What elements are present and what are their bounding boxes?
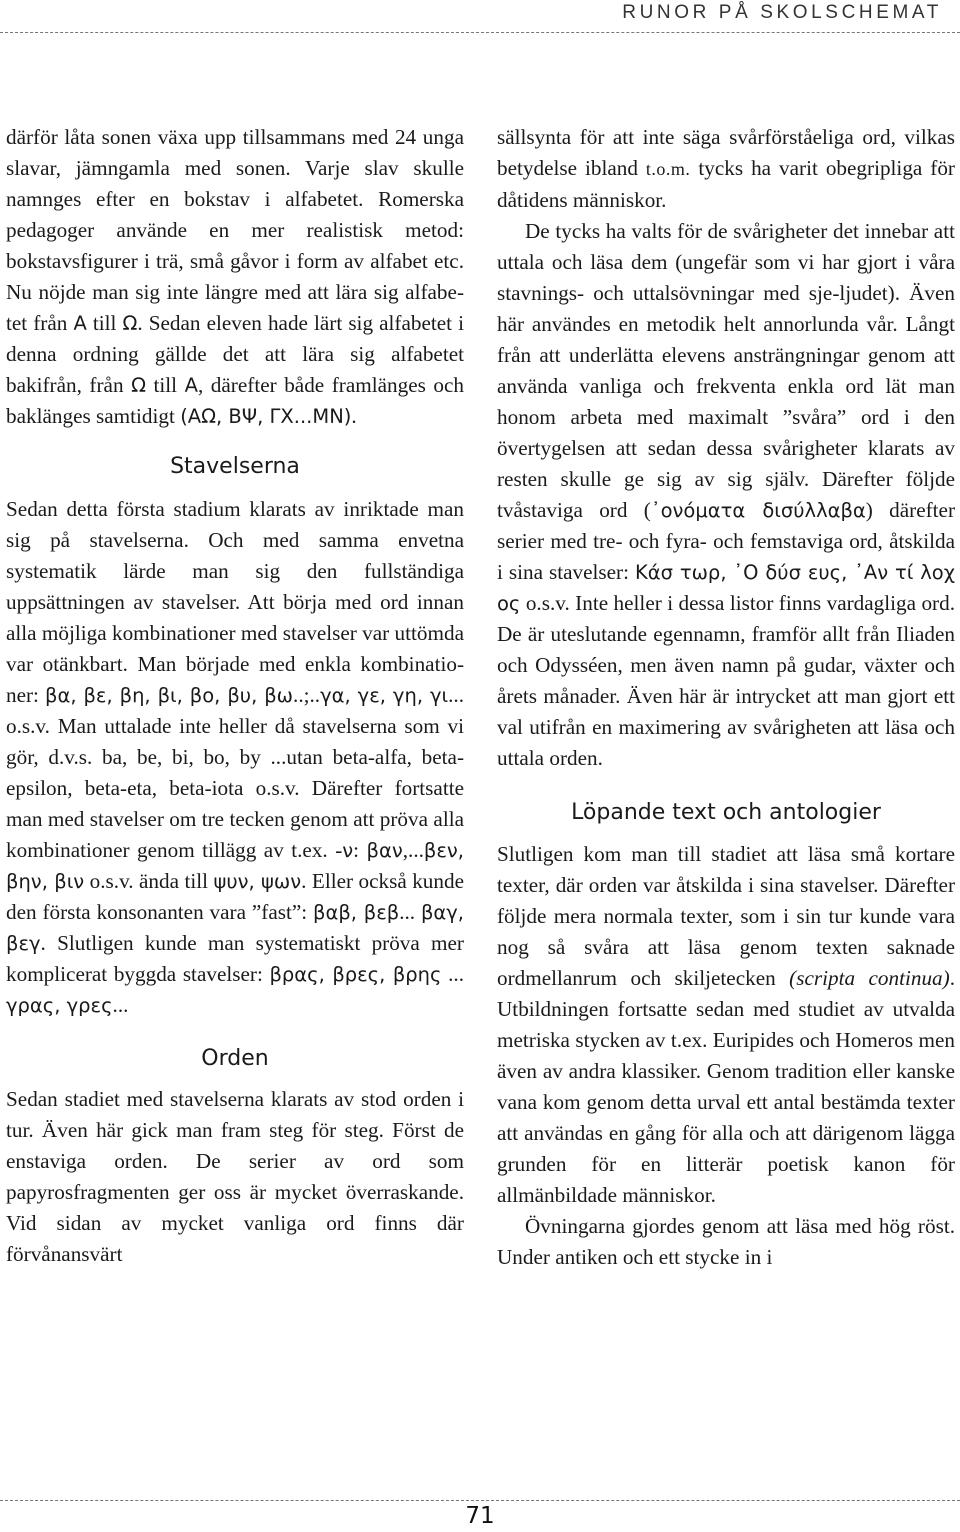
heading-orden: Orden [201,1046,269,1071]
greek-syllables: γα, γε, γη, γι [320,684,449,707]
greek-syllables: βαβ, βεβ [313,901,400,924]
abbreviation: t.o.m. [645,159,691,179]
greek-letter: Ω [131,374,146,397]
text-run: sällsynta för att inte säga svårförståeliga ord, vilkas betydelse ibland [497,125,955,180]
text-run: ,... [402,838,424,862]
greek-syllables: ν [342,839,354,862]
italic-term: (scripta continua) [789,966,950,990]
greek-syllables: βα, βε, βη, βι, βο, βυ, βω [45,684,294,707]
text-run: . Slutligen kunde man systematiskt pröva mer komplicerat byggda stavelser: [6,931,464,986]
greek-syllables: βρας, βρες, βρης [269,963,442,986]
greek-syllables: βαγ, βεγ [6,901,464,955]
heading-lopande-text: Löpande text och antologier [571,800,881,825]
text-run: därför låta sonen växa upp tillsammans med 24 unga slavar, jämngamla med sonen. Varje slav skulle namnges efter en bokstav i alfabetet. Romerska pedagoger använde en mer realistisk metod: bokstavsfigurer i trä, små gåvor i form av alfabet etc. Nu nöjde man sig inte längre med att lära sig alfabetet från [6,125,464,335]
right-paragraph-3 [497,839,955,1211]
text-run: o.s.v. ända till [84,869,214,893]
header-divider [0,32,960,33]
greek-letter-pairs: (ΑΩ, ΒΨ, ΓΧ...ΜΝ) [180,405,352,428]
left-paragraph-3: Sedan stadiet med stavelserna klarats av stod orden i tur. Även här gick man fram steg för steg. Först de enstaviga orden. De serier av ord som papyrosfragmenten ger oss är mycket överraskande. Vid sidan av mycket vanliga ord finns där förvånansvärt [6,1087,464,1266]
text-run: ... o.s.v. Man uttalade inte heller då stavelserna som vi gör, d.v.s. ba, be, bi, bo, by ...utan beta-alfa, beta-epsilon, beta-eta, beta-iota o.s.v. Därefter fortsatte man med stavelser om tre tecken genom att pröva alla kombinationer genom tillägg av t.ex. - [6,683,465,862]
text-run: ) därefter serier med tre- och fyra- och femstaviga ord, åtskilda i sina stavelser: [497,498,955,584]
text-run: De tycks ha valts för de svårigheter det innebar att uttala och läsa dem (ungefär som vi har gjort i våra stavnings- och uttalsövningar med sje-ljudet). Även här användes en metodik helt annorlunda vår. Långt från att underlätta elevens ansträngningar genom att använda vanliga och frekventa enkla ord lät man honom arbeta med maximalt ”svåra” ord i den övertygelsen att sedan dessa svårigheter klarats av resten skulle ge sig av sig själv. Därefter följde tvåstaviga ord ( [497,219,955,522]
text-run: Slutligen kom man till stadiet att läsa små kortare texter, där orden var åtskilda i sina stavelser. Därefter följde mera normala texter, som i sin tur kunde vara nog så svåra att läsa genom texten saknade ordmellanrum och skiljetecken [497,842,955,990]
greek-phrase: ᾽ονόματα δισύλλαβα [650,499,866,522]
text-run: : [353,838,367,862]
text-run: . Eller också kunde den första konsonanten vara ”fast”: [6,869,464,924]
left-paragraph-2 [6,494,464,1021]
text-run: . [351,404,357,428]
greek-syllables: βεν, βην, βιν [6,839,464,893]
text-run: . Utbildningen fortsatte sedan med studiet av utvalda metriska stycken av t.ex. Euripides och Homeros men även av andra klassiker. Genom tradition eller kanske vana kom genom detta urval ett antal bestämda texter att användas en gång för alla och att därigenom lägga grunden för en litterär poetisk kanon för allmänbildade människor. [497,966,955,1207]
left-column [6,122,464,1270]
greek-letter: Α [73,312,87,335]
greek-syllables: γρας, γρες [6,994,113,1017]
text-run: ... [441,962,465,986]
footer-divider [0,1500,960,1501]
text-run: , därefter både framlänges och baklänges samtidigt [6,373,464,428]
right-paragraph-2 [497,216,955,774]
page-number: 71 [465,1503,495,1529]
left-paragraph-1 [6,122,464,432]
text-run: ... [399,900,421,924]
greek-letter: Α [184,374,198,397]
text-run: . Sedan eleven hade lärt sig alfabetet i denna ordning gällde det att lära sig alfabetet bakifrån, från [6,311,464,397]
greek-syllables: βαν [366,839,403,862]
text-run: Sedan detta första stadium klarats av inriktade man sig på stavelserna. Och med samma envetna systematik lärde man sig den fullständiga uppsättningen av stavelser. Att börja med ord innan alla möjliga kombinationer med stavelser var uttömda var otänkbart. Man började med enkla kombinationer: [6,497,464,707]
running-header: RUNOR PÅ SKOLSCHEMAT [622,2,942,23]
text-run: tycks ha varit obegripliga för dåtidens människor. [497,156,955,212]
heading-stavelserna: Stavelserna [170,454,300,479]
greek-names: Κάσ τωρ, ᾽Ο δύσ ευς, ᾽Αν τί λοχ ος [497,561,956,615]
text-run: till [145,373,185,397]
text-run: till [86,311,123,335]
right-column [497,122,955,1273]
text-run: o.s.v. Inte heller i dessa listor finns vardagliga ord. De är uteslutande egennamn, framför allt från Iliaden och Odysséen, men även namn på gudar, växter och årets månader. Även här är intrycket att man gjort ett val utifrån en maximering av svårigheten att läsa och uttala orden. [497,591,955,770]
text-run: ... [112,993,129,1017]
right-paragraph-1 [497,122,955,216]
greek-letter: Ω [122,312,138,335]
greek-syllables: ψυν, ψων [213,870,302,893]
text-run: ..;.. [293,683,321,707]
right-paragraph-4: Övningarna gjordes genom att läsa med hög röst. Under antiken och ett stycke in i [497,1214,955,1269]
